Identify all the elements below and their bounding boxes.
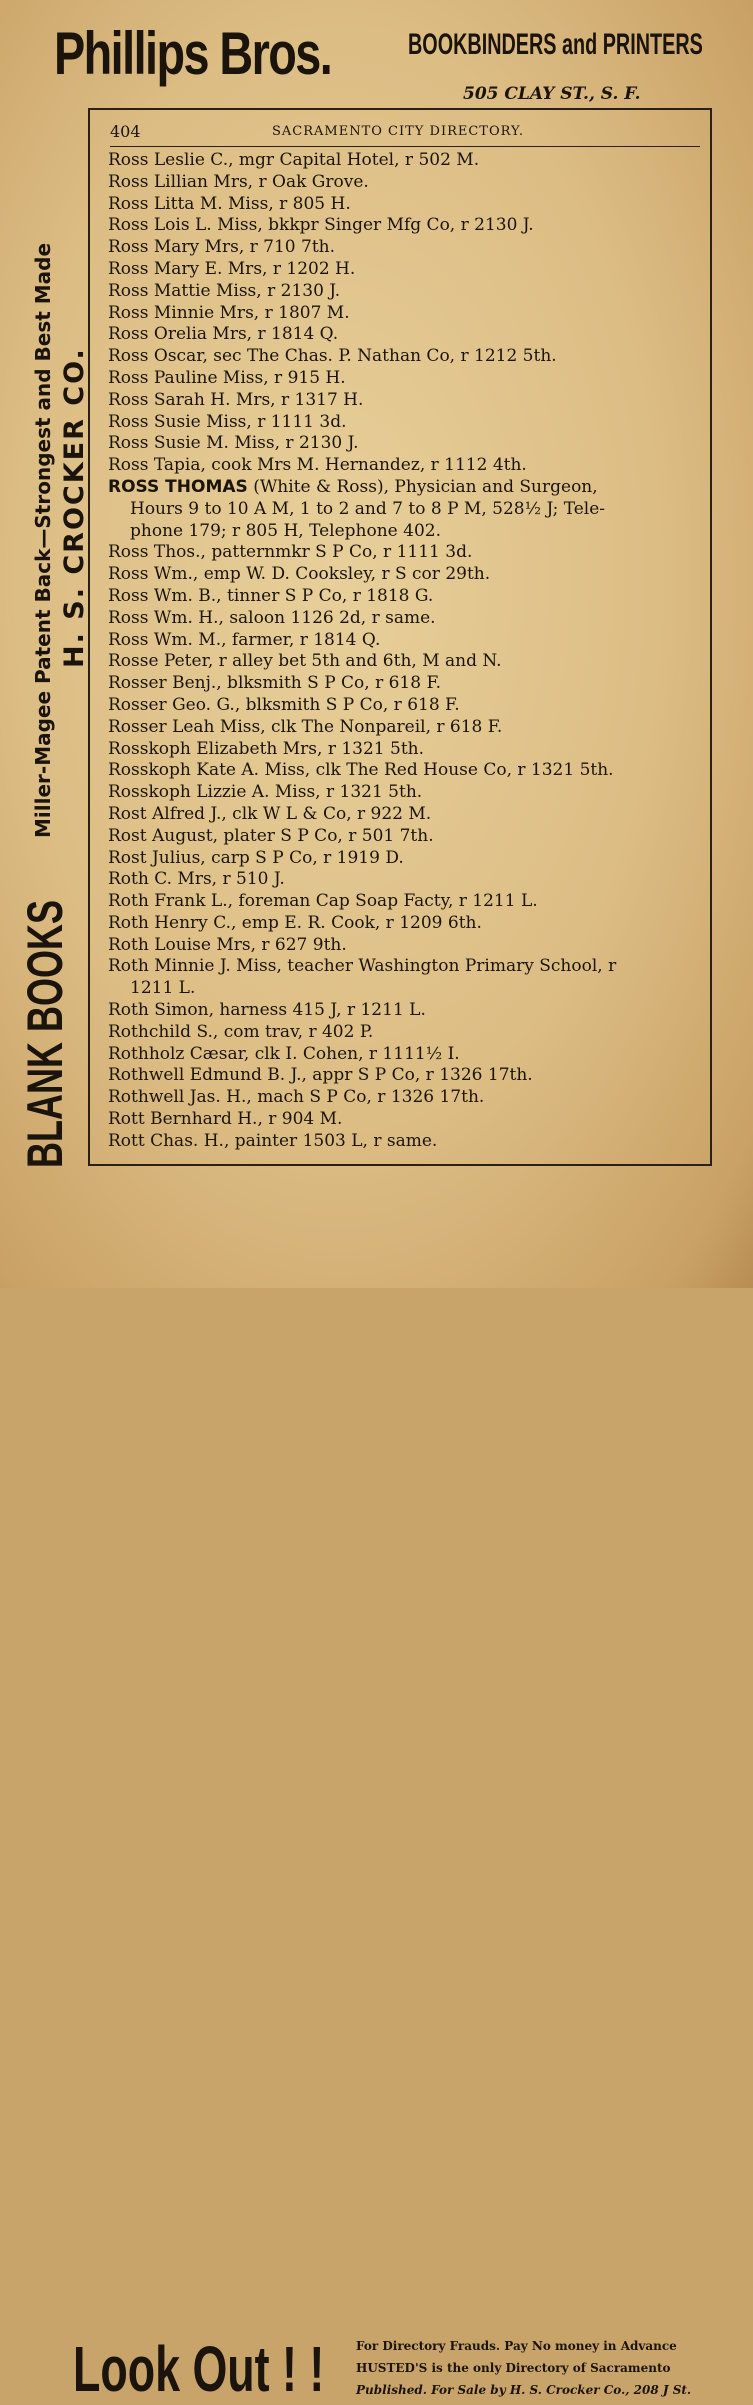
entry-text: Roth Minnie J. Miss, teacher Washington Primary School, r bbox=[108, 956, 617, 977]
entry-name: ROSS THOMAS bbox=[108, 476, 248, 497]
directory-entry bbox=[108, 1065, 708, 1087]
directory-entry bbox=[108, 913, 708, 935]
entry-text: Ross Tapia, cook Mrs M. Hernandez, r 1112 4th. bbox=[108, 455, 527, 476]
entry-text: Rost Alfred J., clk W L & Co, r 922 M. bbox=[108, 803, 432, 824]
directory-entry bbox=[108, 935, 708, 957]
directory-entry bbox=[108, 194, 708, 216]
entry-text: Ross Wm. B., tinner S P Co, r 1818 G. bbox=[108, 585, 434, 606]
entry-text: Rott Bernhard H., r 904 M. bbox=[108, 1109, 343, 1130]
miller-magee-text: Miller-Magee Patent Back—Strongest and Best Made bbox=[31, 242, 55, 838]
directory-entry bbox=[108, 848, 708, 870]
entry-text: Ross Wm. M., farmer, r 1814 Q. bbox=[108, 629, 381, 650]
directory-entry bbox=[108, 303, 708, 325]
entry-text: Roth Henry C., emp E. R. Cook, r 1209 6th. bbox=[108, 912, 482, 933]
entry-text: Rosse Peter, r alley bet 5th and 6th, M and N. bbox=[108, 651, 502, 672]
directory-entry bbox=[108, 281, 708, 303]
directory-entry bbox=[108, 651, 708, 673]
entry-text: Rosskoph Kate A. Miss, clk The Red House Co, r 1321 5th. bbox=[108, 760, 614, 781]
directory-entry bbox=[108, 1131, 708, 1153]
entry-text: Ross Minnie Mrs, r 1807 M. bbox=[108, 302, 350, 323]
directory-entry bbox=[108, 804, 708, 826]
directory-entry bbox=[108, 564, 708, 586]
entry-text: Roth C. Mrs, r 510 J. bbox=[108, 869, 285, 890]
directory-entry bbox=[108, 1087, 708, 1109]
bookbinders-tagline: BOOKBINDERS and PRINTERS bbox=[408, 28, 703, 61]
directory-entry bbox=[108, 390, 708, 412]
entry-text: (White & Ross), Physician and Surgeon, bbox=[253, 476, 598, 497]
entry-text: Ross Lois L. Miss, bkkpr Singer Mfg Co, r 2130 J. bbox=[108, 215, 534, 236]
directory-entry bbox=[108, 542, 708, 564]
directory-entry bbox=[108, 782, 708, 804]
directory-entry bbox=[108, 956, 708, 1000]
directory-entry bbox=[108, 346, 708, 368]
entry-text: Ross Mary Mrs, r 710 7th. bbox=[108, 237, 336, 258]
entry-text: Ross Leslie C., mgr Capital Hotel, r 502 M. bbox=[108, 150, 480, 170]
directory-entry bbox=[108, 215, 708, 237]
directory-entry bbox=[108, 891, 708, 913]
top-advertisement bbox=[0, 10, 753, 110]
directory-entry bbox=[108, 455, 708, 477]
directory-entry bbox=[108, 739, 708, 761]
bottom-ad-line-3: Published. For Sale by H. S. Crocker Co., 208 J St. bbox=[356, 2383, 692, 2397]
directory-entry bbox=[108, 1109, 708, 1131]
entry-text: Rothwell Jas. H., mach S P Co, r 1326 17th. bbox=[108, 1087, 485, 1108]
bottom-ad-text bbox=[356, 2335, 751, 2401]
entry-text: Ross Mattie Miss, r 2130 J. bbox=[108, 280, 341, 301]
directory-entry bbox=[108, 368, 708, 390]
entry-text: Ross Susie Miss, r 1111 3d. bbox=[108, 411, 347, 432]
entry-text: Rosskoph Lizzie A. Miss, r 1321 5th. bbox=[108, 782, 423, 803]
directory-entry bbox=[108, 324, 708, 346]
crocker-text: H. S. CROCKER CO. bbox=[59, 347, 90, 668]
entry-text: Rost Julius, carp S P Co, r 1919 D. bbox=[108, 847, 404, 868]
phillips-bros-brand: Phillips Bros. bbox=[54, 20, 332, 87]
directory-entry bbox=[108, 869, 708, 891]
entry-text: Ross Pauline Miss, r 915 H. bbox=[108, 367, 346, 388]
directory-entry bbox=[108, 1022, 708, 1044]
entry-text: Ross Litta M. Miss, r 805 H. bbox=[108, 193, 351, 214]
entry-text: Roth Frank L., foreman Cap Soap Facty, r 1211 L. bbox=[108, 891, 538, 912]
miller-magee-side-ad bbox=[28, 78, 58, 838]
directory-entry bbox=[108, 412, 708, 434]
entry-text: Ross Mary E. Mrs, r 1202 H. bbox=[108, 258, 356, 279]
bottom-ad-line-1: For Directory Frauds. Pay No money in Advance bbox=[356, 2339, 677, 2353]
entry-text: Rosser Leah Miss, clk The Nonpareil, r 618 F. bbox=[108, 716, 503, 737]
directory-entry bbox=[108, 673, 708, 695]
entry-text: Rothwell Edmund B. J., appr S P Co, r 1326 17th. bbox=[108, 1065, 533, 1086]
entry-text: Rothchild S., com trav, r 402 P. bbox=[108, 1021, 374, 1042]
entry-text: Rosser Benj., blksmith S P Co, r 618 F. bbox=[108, 673, 442, 694]
entry-continuation: Hours 9 to 10 A M, 1 to 2 and 7 to 8 P M, 528½ J; Tele- bbox=[130, 498, 606, 519]
entry-text: Ross Susie M. Miss, r 2130 J. bbox=[108, 433, 359, 454]
entry-text: Roth Simon, harness 415 J, r 1211 L. bbox=[108, 1000, 426, 1021]
entry-text: Ross Sarah H. Mrs, r 1317 H. bbox=[108, 389, 364, 410]
header-divider bbox=[110, 146, 700, 147]
directory-entry bbox=[108, 717, 708, 739]
directory-entry bbox=[108, 259, 708, 281]
entry-text: Ross Lillian Mrs, r Oak Grove. bbox=[108, 171, 369, 192]
directory-entry bbox=[108, 630, 708, 652]
entry-text: Ross Wm., emp W. D. Cooksley, r S cor 29th. bbox=[108, 564, 491, 585]
directory-entry bbox=[108, 150, 708, 172]
directory-entry bbox=[108, 1044, 708, 1066]
blank-books-text: BLANK BOOKS bbox=[17, 900, 73, 1168]
directory-entry bbox=[108, 695, 708, 717]
directory-entry bbox=[108, 586, 708, 608]
bottom-advertisement bbox=[0, 1165, 753, 2405]
entry-text: Rost August, plater S P Co, r 501 7th. bbox=[108, 825, 434, 846]
page-header bbox=[110, 122, 710, 144]
entry-text: Rothholz Cæsar, clk I. Cohen, r 1111½ I. bbox=[108, 1043, 460, 1064]
directory-entry bbox=[108, 1000, 708, 1022]
directory-entries bbox=[108, 150, 708, 1153]
entry-text: Ross Thos., patternmkr S P Co, r 1111 3d. bbox=[108, 542, 473, 563]
entry-text: Rosskoph Elizabeth Mrs, r 1321 5th. bbox=[108, 738, 425, 759]
directory-entry bbox=[108, 477, 708, 542]
bottom-ad-line-2: HUSTED'S is the only Directory of Sacramento bbox=[356, 2361, 671, 2375]
entry-text: Rosser Geo. G., blksmith S P Co, r 618 F. bbox=[108, 694, 460, 715]
entry-continuation: phone 179; r 805 H, Telephone 402. bbox=[130, 520, 441, 541]
entry-text: Ross Wm. H., saloon 1126 2d, r same. bbox=[108, 607, 436, 628]
directory-entry bbox=[108, 608, 708, 630]
directory-entry bbox=[108, 172, 708, 194]
entry-text: Rott Chas. H., painter 1503 L, r same. bbox=[108, 1130, 438, 1151]
look-out-heading: Look Out ! ! bbox=[73, 2333, 325, 2405]
phillips-address: 505 CLAY ST., S. F. bbox=[463, 84, 641, 104]
directory-entry bbox=[108, 826, 708, 848]
directory-entry bbox=[108, 760, 708, 782]
page-number: 404 bbox=[110, 122, 141, 141]
page-title: SACRAMENTO CITY DIRECTORY. bbox=[272, 124, 525, 139]
directory-entry bbox=[108, 433, 708, 455]
entry-text: Ross Orelia Mrs, r 1814 Q. bbox=[108, 324, 339, 345]
entry-continuation: 1211 L. bbox=[130, 978, 196, 999]
entry-text: Ross Oscar, sec The Chas. P. Nathan Co, r 1212 5th. bbox=[108, 346, 557, 367]
entry-text: Roth Louise Mrs, r 627 9th. bbox=[108, 934, 347, 955]
directory-entry bbox=[108, 237, 708, 259]
